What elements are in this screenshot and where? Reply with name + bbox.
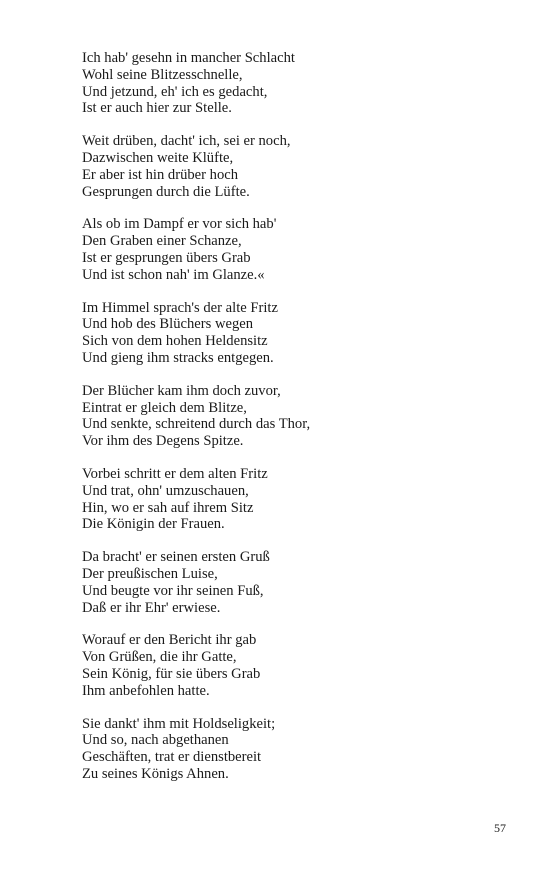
stanza bbox=[82, 716, 502, 783]
verse-line: Und senkte, schreitend durch das Thor, bbox=[82, 416, 311, 433]
verse-line: Hin, wo er sah auf ihrem Sitz bbox=[82, 499, 254, 516]
verse-line: Zu seines Königs Ahnen. bbox=[82, 765, 229, 782]
verse-line: Geschäften, trat er dienstbereit bbox=[82, 749, 262, 766]
verse-line: Und jetzund, eh' ich es gedacht, bbox=[82, 83, 268, 100]
verse-line: Der preußischen Luise, bbox=[82, 565, 218, 582]
verse-line: Wohl seine Blitzesschnelle, bbox=[82, 66, 243, 83]
verse-line: Dazwischen weite Klüfte, bbox=[82, 149, 234, 166]
stanza bbox=[82, 632, 502, 699]
verse-line: Als ob im Dampf er vor sich hab' bbox=[82, 216, 277, 233]
verse-line: Ist er auch hier zur Stelle. bbox=[82, 100, 232, 117]
verse-line: Und ist schon nah' im Glanze.« bbox=[82, 266, 265, 283]
verse-line: Sich von dem hohen Heldensitz bbox=[82, 333, 268, 350]
verse-line: Die Königin der Frauen. bbox=[82, 516, 225, 533]
verse-line: Vor ihm des Degens Spitze. bbox=[82, 433, 244, 450]
verse-line: Von Grüßen, die ihr Gatte, bbox=[82, 649, 237, 666]
verse-line: Sie dankt' ihm mit Holdseligkeit; bbox=[82, 715, 276, 732]
verse-line: Ihm anbefohlen hatte. bbox=[82, 682, 210, 699]
verse-line: Den Graben einer Schanze, bbox=[82, 233, 242, 250]
verse-line: Er aber ist hin drüber hoch bbox=[82, 166, 239, 183]
stanza bbox=[82, 549, 502, 616]
verse-line: Und gieng ihm stracks entgegen. bbox=[82, 349, 274, 366]
verse-line: Im Himmel sprach's der alte Fritz bbox=[82, 299, 278, 316]
verse-line: Vorbei schritt er dem alten Fritz bbox=[82, 465, 268, 482]
stanza bbox=[82, 466, 502, 533]
stanza bbox=[82, 383, 502, 450]
verse-line: Und beugte vor ihr seinen Fuß, bbox=[82, 582, 264, 599]
stanza bbox=[82, 216, 502, 283]
verse-line: Sein König, für sie übers Grab bbox=[82, 665, 261, 682]
stanza bbox=[82, 50, 502, 117]
verse-line: Gesprungen durch die Lüfte. bbox=[82, 183, 250, 200]
verse-line: Und so, nach abgethanen bbox=[82, 732, 229, 749]
stanza bbox=[82, 133, 502, 200]
page-number: 57 bbox=[494, 821, 506, 835]
verse-line: Und hob des Blüchers wegen bbox=[82, 316, 254, 333]
verse-line: Der Blücher kam ihm doch zuvor, bbox=[82, 382, 281, 399]
poem-body bbox=[82, 50, 502, 799]
verse-line: Ich hab' gesehn in mancher Schlacht bbox=[82, 50, 295, 66]
verse-line: Worauf er den Bericht ihr gab bbox=[82, 632, 257, 649]
stanza bbox=[82, 300, 502, 367]
verse-line: Ist er gesprungen übers Grab bbox=[82, 249, 251, 266]
verse-line: Da bracht' er seinen ersten Gruß bbox=[82, 549, 270, 566]
verse-line: Eintrat er gleich dem Blitze, bbox=[82, 399, 247, 416]
verse-line: Daß er ihr Ehr' erwiese. bbox=[82, 599, 221, 616]
verse-line: Weit drüben, dacht' ich, sei er noch, bbox=[82, 133, 291, 150]
verse-line: Und trat, ohn' umzuschauen, bbox=[82, 482, 249, 499]
